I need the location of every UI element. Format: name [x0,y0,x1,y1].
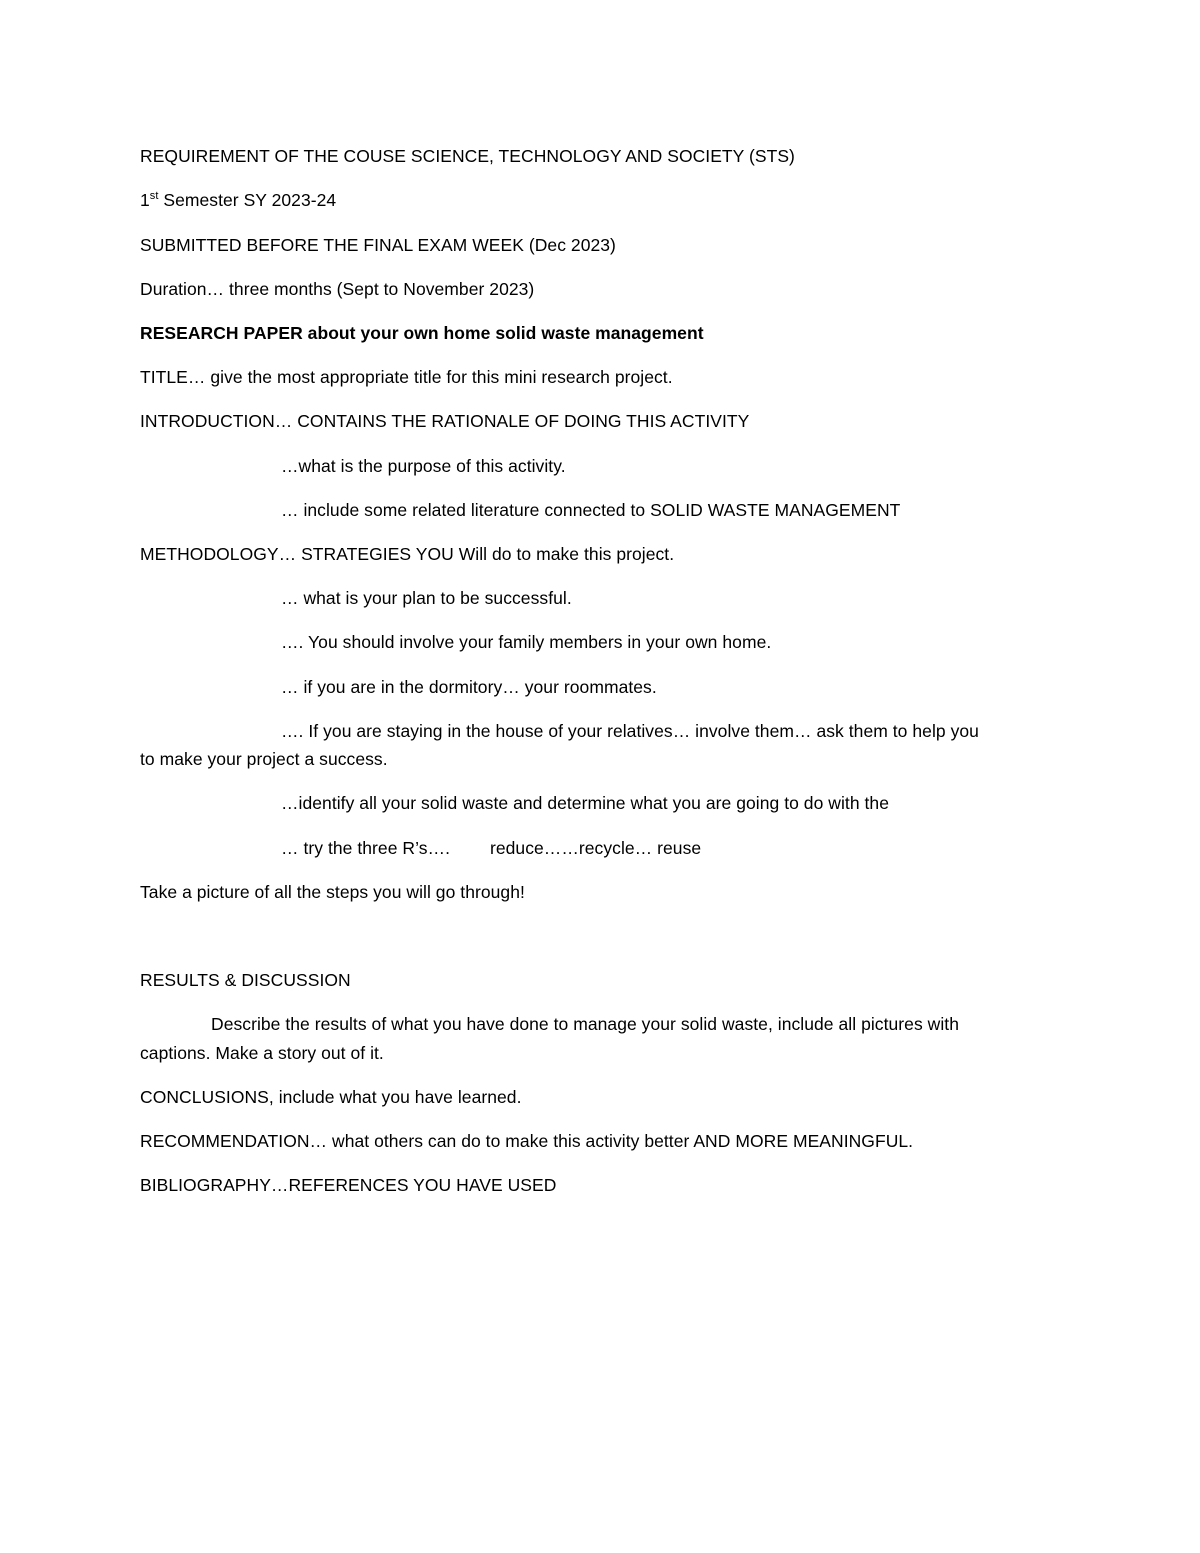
semester-number: 1 [140,190,150,210]
title-line: TITLE… give the most appropriate title for this mini research project. [140,367,673,387]
semester-suffix: st [149,190,159,203]
introduction-line: INTRODUCTION… CONTAINS THE RATIONALE OF DOING THIS ACTIVITY [140,411,750,431]
method-identify-line: …identify all your solid waste and determine what you are going to do with the [281,793,889,813]
submitted-line: SUBMITTED BEFORE THE FINAL EXAM WEEK (Dec 2023) [140,235,616,255]
research-paper-line: RESEARCH PAPER about your own home solid waste management [140,323,704,343]
three-rs-part-b: reduce……recycle… reuse [489,838,702,858]
method-three-rs-line [281,834,701,862]
method-relatives-line-1: …. If you are staying in the house of your relatives… involve them… ask them to help you [281,721,979,741]
intro-purpose-line: …what is the purpose of this activity. [281,456,566,476]
take-picture-line: Take a picture of all the steps you will go through! [140,882,525,902]
results-text-line-2: captions. Make a story out of it. [140,1043,384,1063]
bibliography-line: BIBLIOGRAPHY…REFERENCES YOU HAVE USED [140,1175,557,1195]
methodology-line: METHODOLOGY… STRATEGIES YOU Will do to make this project. [140,544,675,564]
method-plan-line: … what is your plan to be successful. [281,588,572,608]
conclusions-line: CONCLUSIONS, include what you have learned. [140,1087,522,1107]
document-heading: REQUIREMENT OF THE COUSE SCIENCE, TECHNOLOGY AND SOCIETY (STS) [140,146,795,166]
intro-literature-line: … include some related literature connected to SOLID WASTE MANAGEMENT [281,500,901,520]
results-heading: RESULTS & DISCUSSION [140,970,351,990]
three-rs-part-a: … try the three R’s…. [281,838,450,858]
duration-line: Duration… three months (Sept to November 2023) [140,279,535,299]
method-family-line: …. You should involve your family members in your own home. [281,632,772,652]
semester-rest: Semester SY 2023-24 [158,190,337,210]
method-relatives-line-2: to make your project a success. [140,749,388,769]
results-text-line-1: Describe the results of what you have done to manage your solid waste, include all pictures with [211,1014,959,1034]
method-dormitory-line: … if you are in the dormitory… your roommates. [281,677,657,697]
semester-line [140,186,336,214]
recommendation-line: RECOMMENDATION… what others can do to make this activity better AND MORE MEANINGFUL. [140,1131,914,1151]
